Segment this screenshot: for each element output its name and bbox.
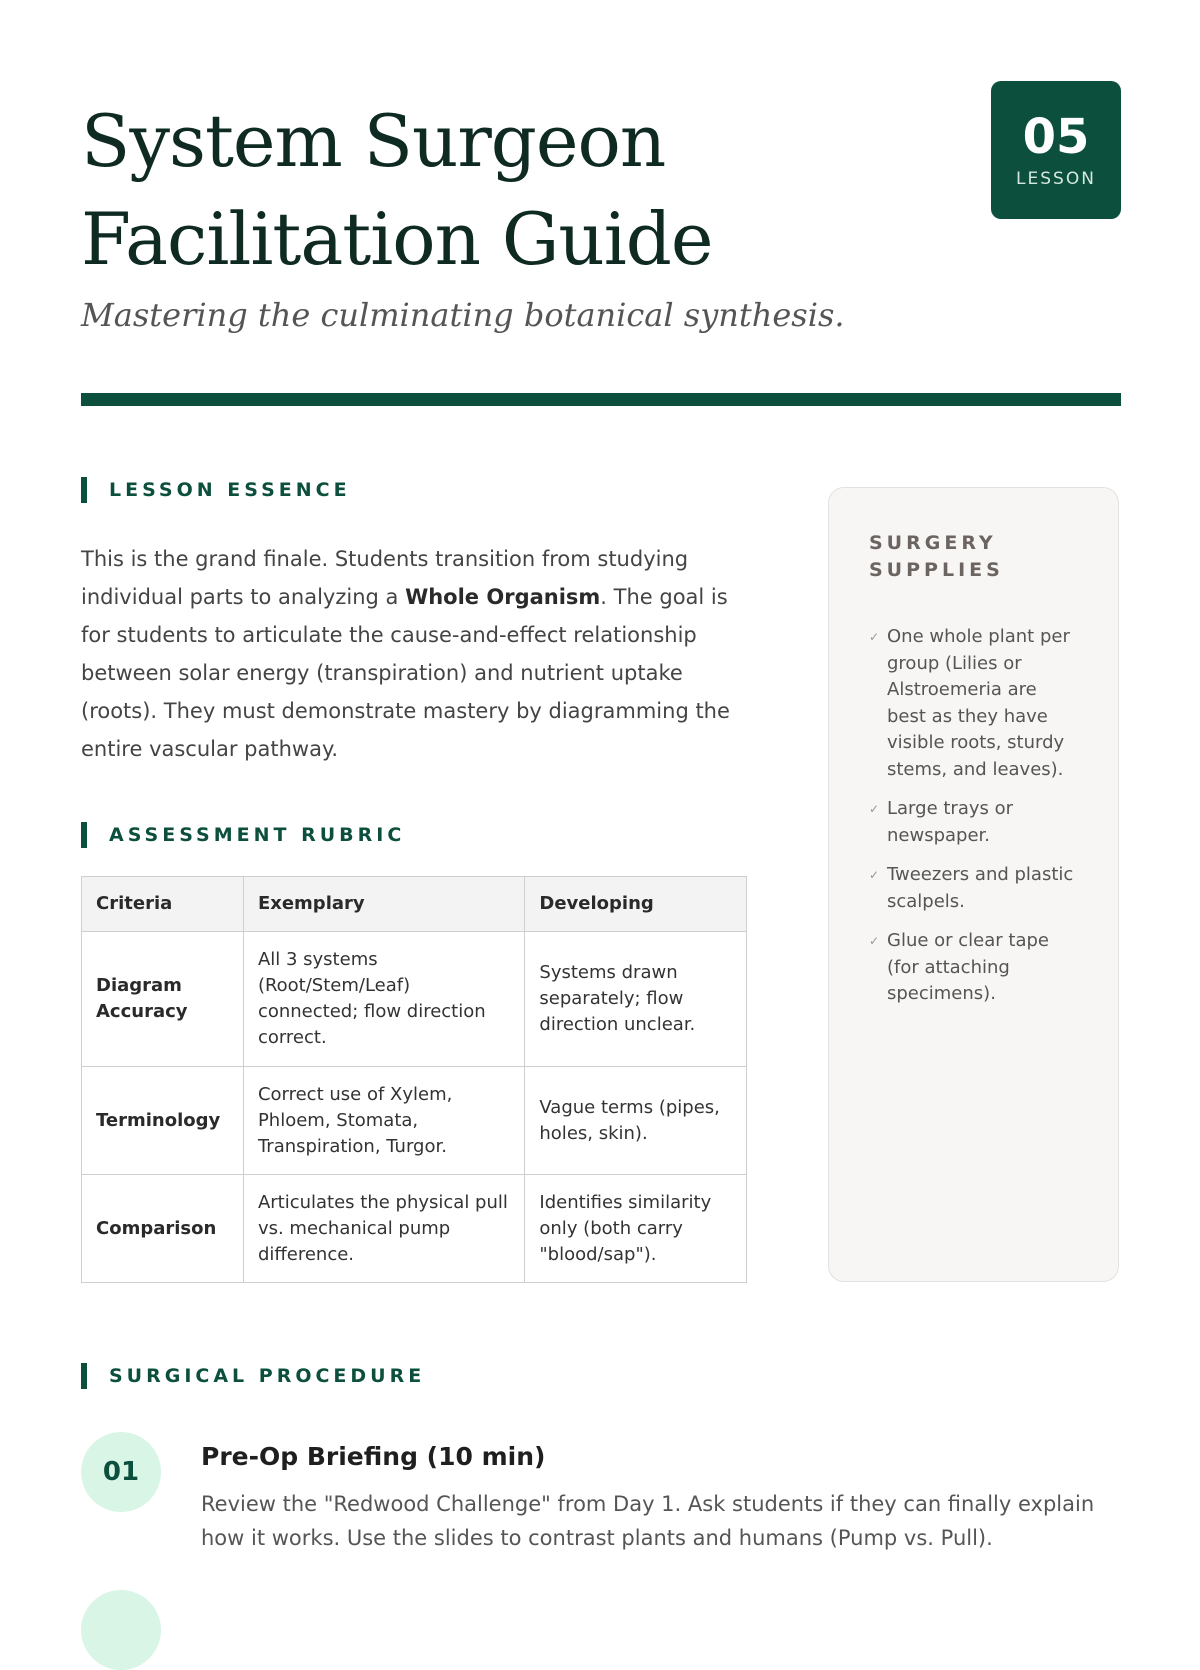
essence-text-rest: . The goal is for students to articulate the cause-and-effect relationship between solar energy (transpiration) and nutrient uptake (roots). They must demonstrate mastery by diagramming the entire vascular pathway.: [81, 585, 730, 761]
step-description: Review the "Redwood Challenge" from Day 1. Ask students if they can finally explain how it works. Use the slides to contrast plants and humans (Pump vs. Pull).: [201, 1492, 1095, 1550]
step-title: Pre-Op Briefing (10 min): [201, 1442, 546, 1471]
check-icon: ✓: [869, 868, 880, 882]
criteria-cell: Terminology: [82, 1067, 244, 1175]
criteria-cell: Comparison: [82, 1175, 244, 1283]
assessment-rubric-heading: ASSESSMENT RUBRIC: [81, 822, 405, 848]
exemplary-cell: Correct use of Xylem, Phloem, Stomata, Transpiration, Turgor.: [243, 1067, 524, 1175]
lesson-badge: [991, 81, 1121, 219]
lesson-label: LESSON: [1016, 169, 1096, 189]
supply-item-text: Large trays or newspaper.: [887, 798, 1014, 846]
list-item: [869, 928, 1078, 1008]
list-item: [869, 624, 1078, 783]
table-row: [82, 932, 747, 1067]
page-subtitle: Mastering the culminating botanical synthesis.: [81, 296, 845, 334]
table-row: [82, 1067, 747, 1175]
developing-cell: Systems drawn separately; flow direction unclear.: [525, 932, 747, 1067]
supply-item-text: Tweezers and plastic scalpels.: [887, 864, 1074, 912]
lesson-essence-heading: LESSON ESSENCE: [81, 477, 351, 503]
rubric-table: [81, 876, 747, 1283]
title-line-2: Facilitation Guide: [81, 197, 713, 281]
step-number-badge: 01: [81, 1432, 161, 1512]
developing-cell: Identifies similarity only (both carry "blood/sap").: [525, 1175, 747, 1283]
supply-item-text: Glue or clear tape (for attaching specimens).: [887, 930, 1049, 1004]
exemplary-cell: All 3 systems (Root/Stem/Leaf) connected; flow direction correct.: [243, 932, 524, 1067]
column-header-exemplary: Exemplary: [243, 877, 524, 932]
column-header-developing: Developing: [525, 877, 747, 932]
table-row: [82, 1175, 747, 1283]
check-icon: ✓: [869, 802, 880, 816]
lesson-number: 05: [1022, 109, 1090, 165]
check-icon: ✓: [869, 630, 880, 644]
next-step-number-badge: [81, 1590, 161, 1670]
list-item: [869, 796, 1078, 849]
header-divider: [81, 393, 1121, 406]
exemplary-cell: Articulates the physical pull vs. mechanical pump difference.: [243, 1175, 524, 1283]
surgical-procedure-heading: SURGICAL PROCEDURE: [81, 1363, 425, 1389]
surgery-supplies-panel: [828, 487, 1119, 1282]
rubric-header-row: [82, 877, 747, 932]
essence-text-emphasis: Whole Organism: [405, 585, 601, 609]
supply-item-text: One whole plant per group (Lilies or Alstroemeria are best as they have visible roots, sturdy stems, and leaves).: [887, 626, 1070, 780]
supplies-list: [869, 624, 1078, 1008]
page-title: [81, 92, 712, 288]
lesson-essence-text: [81, 540, 741, 768]
title-line-1: System Surgeon: [81, 99, 666, 183]
list-item: [869, 862, 1078, 915]
check-icon: ✓: [869, 934, 880, 948]
column-header-criteria: Criteria: [82, 877, 244, 932]
essence-text-intro: This is the grand finale. Students transition from studying individual parts to analyzing a: [81, 547, 689, 609]
criteria-cell: Diagram Accuracy: [82, 932, 244, 1067]
surgery-supplies-heading: SURGERY SUPPLIES: [869, 532, 1004, 581]
developing-cell: Vague terms (pipes, holes, skin).: [525, 1067, 747, 1175]
